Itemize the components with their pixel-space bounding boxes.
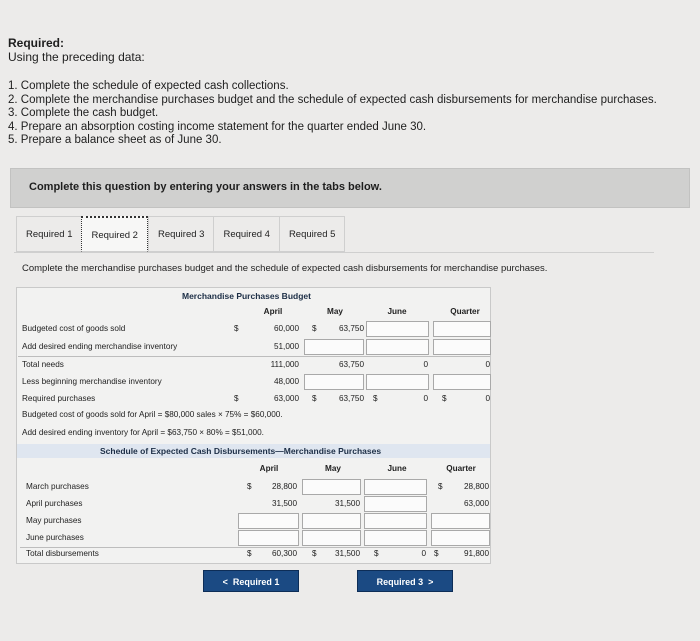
cd-total-quarter: 91,800: [463, 549, 489, 558]
currency-sign: $: [234, 324, 239, 333]
cd-april-may: 31,500: [334, 499, 360, 508]
chevron-left-icon: <: [222, 577, 228, 587]
next-button-label: Required 3: [376, 577, 424, 587]
cd-june-may-input[interactable]: [302, 530, 361, 546]
currency-sign: $: [247, 549, 252, 558]
question-bar-text: Complete this question by entering your answers in the tabs below.: [29, 181, 382, 193]
cd-march-june-input[interactable]: [364, 479, 427, 495]
pb-col-quarter: Quarter: [450, 307, 480, 316]
divider: [18, 356, 490, 357]
step-1: 1. Complete the schedule of expected cash collections.: [8, 80, 289, 92]
chevron-right-icon: >: [428, 577, 434, 587]
cd-row-label: April purchases: [26, 499, 83, 508]
tab-required-5[interactable]: Required 5: [279, 216, 345, 252]
cd-row-label: May purchases: [26, 516, 82, 525]
prev-button-label: Required 1: [232, 577, 280, 587]
ending-inv-note: Add desired ending inventory for April = $63,750 × 80% = $51,000.: [22, 428, 264, 437]
pb-total-may: 63,750: [338, 360, 364, 369]
pb-required-june: 0: [423, 394, 428, 403]
steps-list: [8, 80, 657, 148]
currency-sign: $: [312, 324, 317, 333]
tab-bar: [16, 216, 345, 252]
cd-row-label: June purchases: [26, 533, 84, 542]
cd-total-april: 60,300: [271, 549, 297, 558]
cd-col-april: April: [259, 464, 279, 473]
cd-col-quarter: Quarter: [446, 464, 476, 473]
divider: [20, 547, 490, 548]
next-required-3-button[interactable]: [357, 570, 453, 592]
tab-required-2[interactable]: Required 2: [81, 216, 147, 252]
tab-required-1[interactable]: Required 1: [16, 216, 81, 252]
cd-row-label: March purchases: [26, 482, 89, 491]
pb-row-label: Less beginning merchandise inventory: [22, 377, 162, 386]
cd-march-april: 28,800: [271, 482, 297, 491]
cd-col-june: June: [387, 464, 407, 473]
pb-cogs-may: 63,750: [338, 324, 364, 333]
currency-sign: $: [374, 549, 379, 558]
tab-required-3[interactable]: Required 3: [148, 216, 213, 252]
cd-april-april: 31,500: [271, 499, 297, 508]
cd-june-june-input[interactable]: [364, 530, 427, 546]
pb-beg-inv-may-input[interactable]: [304, 374, 364, 390]
pb-row-label: Required purchases: [22, 394, 96, 403]
currency-sign: $: [373, 394, 378, 403]
currency-sign: $: [312, 394, 317, 403]
cd-may-may-input[interactable]: [302, 513, 361, 529]
pb-col-april: April: [263, 307, 283, 316]
pb-total-quarter: 0: [485, 360, 490, 369]
cd-col-may: May: [325, 464, 341, 473]
prev-required-1-button[interactable]: [203, 570, 299, 592]
cogs-note: Budgeted cost of goods sold for April = $80,000 sales × 75% = $60,000.: [22, 410, 283, 419]
step-5: 5. Prepare a balance sheet as of June 30.: [8, 134, 222, 146]
cd-march-may-input[interactable]: [302, 479, 361, 495]
currency-sign: $: [442, 394, 447, 403]
cd-may-quarter-input[interactable]: [431, 513, 490, 529]
pb-ending-inv-may-input[interactable]: [304, 339, 364, 355]
pb-ending-inv-april: 51,000: [273, 342, 299, 351]
cd-total-may: 31,500: [334, 549, 360, 558]
pb-cogs-june-input[interactable]: [366, 321, 429, 337]
cd-june-april-input[interactable]: [238, 530, 299, 546]
pb-col-may: May: [327, 307, 343, 316]
pb-row-label: Budgeted cost of goods sold: [22, 324, 126, 333]
pb-beg-inv-quarter-input[interactable]: [433, 374, 491, 390]
pb-row-label: Add desired ending merchandise inventory: [22, 342, 178, 351]
cd-row-label: Total disbursements: [26, 549, 99, 558]
pb-total-april: 111,000: [270, 360, 299, 369]
currency-sign: $: [247, 482, 252, 491]
purchases-budget-title: Merchandise Purchases Budget: [182, 291, 311, 301]
cd-april-june-input[interactable]: [364, 496, 427, 512]
question-bar: [10, 168, 690, 208]
pb-beg-inv-april: 48,000: [273, 377, 299, 386]
instruction-text: Complete the merchandise purchases budget and the schedule of expected cash disbursements for merchandise purchases.: [22, 263, 548, 274]
pb-ending-inv-quarter-input[interactable]: [433, 339, 491, 355]
step-4: 4. Prepare an absorption costing income statement for the quarter ended June 30.: [8, 120, 427, 133]
pb-required-quarter: 0: [485, 394, 490, 403]
cd-april-quarter: 63,000: [463, 499, 489, 508]
cd-may-april-input[interactable]: [238, 513, 299, 529]
pb-col-june: June: [387, 307, 407, 316]
cd-march-quarter: 28,800: [463, 482, 489, 491]
disbursements-title: Schedule of Expected Cash Disbursements—Merchandise Purchases: [100, 446, 382, 456]
cd-may-june-input[interactable]: [364, 513, 427, 529]
required-heading: Required:: [8, 36, 65, 50]
pb-ending-inv-june-input[interactable]: [366, 339, 429, 355]
step-2: 2. Complete the merchandise purchases budget and the schedule of expected cash disbursements for merchandise purchases.: [8, 93, 657, 106]
tab-required-4[interactable]: Required 4: [213, 216, 278, 252]
pb-row-label: Total needs: [22, 360, 64, 369]
pb-required-april: 63,000: [273, 394, 299, 403]
cd-total-june: 0: [421, 549, 426, 558]
pb-required-may: 63,750: [338, 394, 364, 403]
step-3: 3. Complete the cash budget.: [8, 107, 159, 119]
currency-sign: $: [434, 549, 439, 558]
pb-cogs-quarter-input[interactable]: [433, 321, 491, 337]
cd-june-quarter-input[interactable]: [431, 530, 490, 546]
required-subtitle: Using the preceding data:: [8, 50, 145, 64]
currency-sign: $: [438, 482, 443, 491]
currency-sign: $: [312, 549, 317, 558]
currency-sign: $: [234, 394, 239, 403]
pb-beg-inv-june-input[interactable]: [366, 374, 429, 390]
pb-cogs-april: 60,000: [273, 324, 299, 333]
pb-total-june: 0: [423, 360, 428, 369]
